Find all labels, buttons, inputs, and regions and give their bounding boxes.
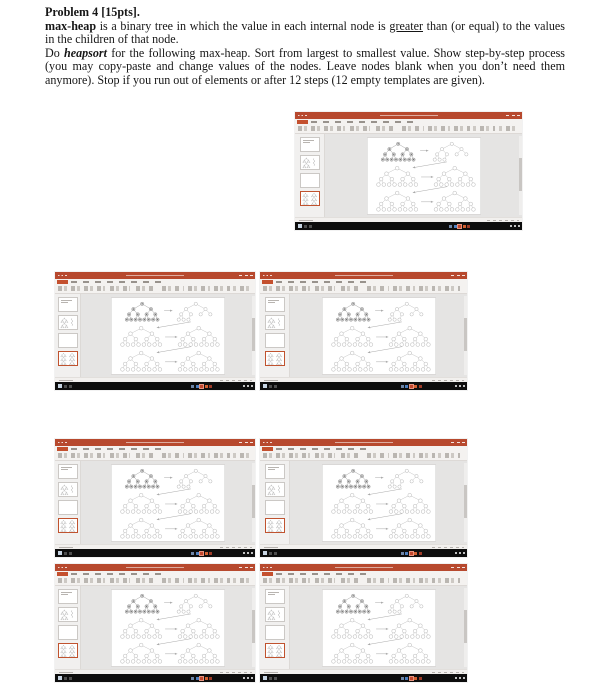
window-title (126, 442, 184, 444)
ribbon (55, 571, 255, 586)
ribbon-tabs (260, 571, 467, 577)
minimize-icon[interactable] (451, 442, 454, 444)
powerpoint-taskbar-icon[interactable] (200, 385, 203, 388)
file-tab[interactable] (262, 280, 273, 285)
problem-heading: Problem 4 [15pts]. (45, 5, 140, 19)
windows-taskbar[interactable] (55, 674, 255, 682)
quick-access-toolbar[interactable] (263, 442, 274, 444)
slide-thumbnail-panel[interactable] (55, 461, 81, 544)
start-button-icon[interactable] (263, 551, 267, 555)
slide-thumbnail-4-selected[interactable] (58, 643, 78, 658)
ribbon-tabs (55, 446, 255, 452)
powerpoint-window-6 (55, 564, 255, 682)
quick-access-toolbar[interactable] (298, 115, 309, 117)
vertical-scrollbar[interactable] (464, 588, 467, 667)
powerpoint-window-2 (55, 272, 255, 390)
taskbar-app-icon[interactable] (454, 225, 457, 228)
thumbnail-text-line (268, 467, 279, 468)
ribbon-toolbar-icons[interactable] (58, 453, 252, 458)
thumbnail-heap-templates-graphic (266, 519, 284, 532)
thumbnail-text-line (61, 302, 68, 303)
start-button-icon[interactable] (298, 224, 302, 228)
slide-number-indicator (299, 220, 313, 221)
ribbon-tabs (55, 279, 255, 285)
slide-thumbnail-panel[interactable] (260, 294, 290, 377)
quick-access-toolbar[interactable] (263, 275, 274, 277)
slide-thumbnail-4-selected[interactable] (58, 518, 78, 533)
minimize-icon[interactable] (239, 275, 242, 277)
taskbar-app-icon[interactable] (196, 677, 199, 680)
slide-thumbnail-2[interactable] (58, 315, 78, 330)
close-icon[interactable] (462, 442, 465, 444)
thumbnail-heap-templates-graphic (59, 644, 77, 657)
heap-template-diagram (322, 590, 435, 666)
taskbar-app-icon[interactable] (419, 552, 422, 555)
ribbon-tab-labels[interactable] (276, 573, 371, 575)
zoom-controls[interactable] (220, 380, 252, 381)
file-tab[interactable] (262, 447, 273, 452)
powerpoint-taskbar-icon[interactable] (458, 225, 461, 228)
slide-thumbnail-panel[interactable] (260, 586, 290, 669)
scrollbar-thumb[interactable] (252, 485, 255, 518)
maximize-icon[interactable] (457, 442, 460, 444)
slide-number-indicator (59, 380, 73, 381)
thumbnail-text-line (61, 300, 72, 301)
slide-canvas (290, 294, 467, 377)
term-heapsort: heapsort (63, 45, 107, 60)
vertical-scrollbar[interactable] (252, 588, 255, 667)
maximize-icon[interactable] (245, 275, 248, 277)
thumbnail-trees-graphic (266, 483, 284, 496)
window-titlebar[interactable] (55, 564, 255, 571)
slide-canvas (290, 461, 467, 544)
powerpoint-taskbar-icon[interactable] (200, 552, 203, 555)
taskbar-app-icon[interactable] (405, 385, 408, 388)
slide-thumbnail-4-selected[interactable] (265, 643, 285, 658)
slide-thumbnail-3[interactable] (58, 333, 78, 348)
ribbon (260, 279, 467, 294)
taskbar-app-icons[interactable] (191, 382, 212, 390)
windows-taskbar[interactable] (55, 549, 255, 557)
powerpoint-taskbar-icon[interactable] (410, 552, 413, 555)
window-body (260, 461, 467, 544)
slide-number-indicator (264, 672, 278, 673)
slide[interactable] (322, 465, 435, 541)
maximize-icon[interactable] (457, 567, 460, 569)
slide-thumbnail-4-selected[interactable] (58, 351, 78, 366)
file-tab[interactable] (262, 572, 273, 577)
window-controls (451, 439, 465, 446)
windows-taskbar[interactable] (260, 382, 467, 390)
slide-number-indicator (264, 380, 278, 381)
maximize-icon[interactable] (512, 115, 515, 117)
zoom-controls[interactable] (220, 672, 252, 673)
slide[interactable] (322, 298, 435, 374)
taskbar-app-icons[interactable] (191, 549, 212, 557)
close-icon[interactable] (517, 115, 520, 117)
window-body (55, 586, 255, 669)
minimize-icon[interactable] (239, 567, 242, 569)
powerpoint-window-1 (295, 112, 522, 230)
window-controls (451, 564, 465, 571)
ribbon (55, 279, 255, 294)
taskbar-app-icon[interactable] (419, 385, 422, 388)
taskbar-app-icons[interactable] (401, 382, 422, 390)
slide-thumbnail-1[interactable] (265, 464, 285, 479)
thumbnail-heap-templates-graphic (59, 519, 77, 532)
close-icon[interactable] (462, 275, 465, 277)
taskbar-taskview-icon[interactable] (69, 552, 72, 555)
thumbnail-text-line (303, 140, 314, 141)
taskbar-app-icon[interactable] (414, 385, 417, 388)
zoom-controls[interactable] (432, 672, 464, 673)
vertical-scrollbar[interactable] (519, 136, 522, 215)
system-tray[interactable] (510, 222, 521, 230)
window-title (335, 275, 393, 277)
minimize-icon[interactable] (506, 115, 509, 117)
file-tab[interactable] (57, 280, 68, 285)
taskbar-app-icon[interactable] (209, 552, 212, 555)
start-button-icon[interactable] (263, 384, 267, 388)
heap-template-diagram (112, 465, 225, 541)
taskbar-app-icon[interactable] (209, 385, 212, 388)
taskbar-app-icon[interactable] (196, 552, 199, 555)
slide[interactable] (112, 590, 225, 666)
start-button-icon[interactable] (263, 676, 267, 680)
window-title (380, 115, 438, 117)
scrollbar-thumb[interactable] (464, 610, 467, 643)
windows-taskbar[interactable] (295, 222, 522, 230)
system-tray[interactable] (455, 549, 466, 557)
slide[interactable] (322, 590, 435, 666)
slide-canvas (325, 134, 522, 217)
quick-access-toolbar[interactable] (58, 275, 69, 277)
taskbar-app-icon[interactable] (419, 677, 422, 680)
window-titlebar[interactable] (260, 272, 467, 279)
taskbar-taskview-icon[interactable] (274, 385, 277, 388)
taskbar-app-icons[interactable] (401, 549, 422, 557)
file-tab[interactable] (57, 572, 68, 577)
slide-thumbnail-panel[interactable] (295, 134, 325, 217)
taskbar-taskview-icon[interactable] (274, 677, 277, 680)
powerpoint-window-5 (260, 439, 467, 557)
scrollbar-thumb[interactable] (519, 158, 522, 191)
definition-paragraph: max-heap is a binary tree in which the value in each internal node is greater than (or equal) to the values in the children of that node. (45, 18, 566, 47)
taskbar-search-icon[interactable] (64, 552, 67, 555)
slide-thumbnail-3[interactable] (58, 625, 78, 640)
slide-thumbnail-2[interactable] (58, 607, 78, 622)
taskbar-search-icon[interactable] (304, 225, 307, 228)
system-tray[interactable] (455, 382, 466, 390)
taskbar-app-icon[interactable] (405, 552, 408, 555)
maximize-icon[interactable] (457, 275, 460, 277)
scrollbar-thumb[interactable] (464, 318, 467, 351)
slide-thumbnail-4-selected[interactable] (300, 191, 320, 206)
thumbnail-text-line (61, 467, 72, 468)
file-tab[interactable] (297, 120, 308, 125)
taskbar-search-icon[interactable] (64, 385, 67, 388)
taskbar-app-icon[interactable] (191, 552, 194, 555)
powerpoint-taskbar-icon[interactable] (410, 677, 413, 680)
window-controls (506, 112, 520, 119)
thumbnail-heap-templates-graphic (266, 644, 284, 657)
slide[interactable] (367, 138, 480, 214)
heap-template-diagram (112, 590, 225, 666)
taskbar-app-icon[interactable] (401, 552, 404, 555)
taskbar-app-icon[interactable] (414, 677, 417, 680)
ribbon-toolbar-icons[interactable] (58, 578, 252, 583)
ribbon-tabs (55, 571, 255, 577)
system-tray[interactable] (243, 549, 254, 557)
ribbon-tab-labels[interactable] (71, 448, 163, 450)
thumbnail-text-line (61, 594, 68, 595)
window-title (335, 442, 393, 444)
taskbar-app-icon[interactable] (449, 225, 452, 228)
taskbar-search-icon[interactable] (269, 552, 272, 555)
ribbon (55, 446, 255, 461)
ribbon-toolbar-icons[interactable] (263, 286, 464, 291)
window-titlebar[interactable] (260, 439, 467, 446)
thumbnail-text-line (268, 302, 275, 303)
ribbon-toolbar-icons[interactable] (263, 453, 464, 458)
vertical-scrollbar[interactable] (252, 463, 255, 542)
zoom-controls[interactable] (432, 380, 464, 381)
slide-canvas (81, 294, 255, 377)
taskbar-app-icons[interactable] (191, 674, 212, 682)
vertical-scrollbar[interactable] (252, 296, 255, 375)
powerpoint-window-4 (55, 439, 255, 557)
slide-canvas (81, 461, 255, 544)
window-titlebar[interactable] (55, 439, 255, 446)
taskbar-app-icons[interactable] (449, 222, 470, 230)
slide-thumbnail-3[interactable] (300, 173, 320, 188)
taskbar-app-icon[interactable] (205, 677, 208, 680)
slide[interactable] (112, 465, 225, 541)
slide-thumbnail-panel[interactable] (260, 461, 290, 544)
slide-thumbnail-3[interactable] (265, 625, 285, 640)
window-title (335, 567, 393, 569)
window-controls (239, 272, 253, 279)
taskbar-app-icon[interactable] (401, 385, 404, 388)
window-body (260, 294, 467, 377)
quick-access-toolbar[interactable] (58, 567, 69, 569)
minimize-icon[interactable] (451, 275, 454, 277)
windows-taskbar[interactable] (55, 382, 255, 390)
thumbnail-heap-templates-graphic (266, 352, 284, 365)
powerpoint-window-7 (260, 564, 467, 682)
thumbnail-text-line (303, 142, 310, 143)
ribbon (260, 571, 467, 586)
taskbar-taskview-icon[interactable] (69, 677, 72, 680)
vertical-scrollbar[interactable] (464, 296, 467, 375)
window-title (126, 567, 184, 569)
window-body (55, 294, 255, 377)
close-icon[interactable] (462, 567, 465, 569)
taskbar-app-icon[interactable] (191, 385, 194, 388)
taskbar-search-icon[interactable] (269, 677, 272, 680)
slide-thumbnail-2[interactable] (58, 482, 78, 497)
ribbon-tab-labels[interactable] (311, 121, 416, 123)
problem-statement (45, 6, 565, 88)
ribbon-tabs (295, 119, 522, 125)
ribbon-tab-labels[interactable] (71, 281, 163, 283)
underlined-greater: greater (389, 18, 423, 33)
taskbar-app-icon[interactable] (463, 225, 466, 228)
taskbar-taskview-icon[interactable] (274, 552, 277, 555)
zoom-controls[interactable] (220, 547, 252, 548)
slide-number-indicator (59, 547, 73, 548)
slide-thumbnail-3[interactable] (265, 333, 285, 348)
slide-thumbnail-panel[interactable] (55, 586, 81, 669)
window-body (260, 586, 467, 669)
taskbar-app-icon[interactable] (196, 385, 199, 388)
window-controls (239, 439, 253, 446)
close-icon[interactable] (250, 275, 253, 277)
powerpoint-taskbar-icon[interactable] (200, 677, 203, 680)
slide-thumbnail-3[interactable] (265, 500, 285, 515)
taskbar-app-icon[interactable] (401, 677, 404, 680)
taskbar-app-icon[interactable] (205, 385, 208, 388)
thumbnail-text-line (268, 469, 275, 470)
heap-template-diagram (322, 465, 435, 541)
ribbon-tab-labels[interactable] (276, 281, 371, 283)
slide-thumbnail-1[interactable] (265, 297, 285, 312)
close-icon[interactable] (250, 442, 253, 444)
window-titlebar[interactable] (260, 564, 467, 571)
taskbar-app-icons[interactable] (401, 674, 422, 682)
heap-template-diagram (322, 298, 435, 374)
maximize-icon[interactable] (245, 442, 248, 444)
slide-thumbnail-2[interactable] (265, 482, 285, 497)
start-button-icon[interactable] (58, 551, 62, 555)
close-icon[interactable] (250, 567, 253, 569)
thumbnail-heap-templates-graphic (301, 192, 319, 205)
taskbar-search-icon[interactable] (269, 385, 272, 388)
slide-thumbnail-1[interactable] (58, 589, 78, 604)
window-title (126, 275, 184, 277)
start-button-icon[interactable] (58, 384, 62, 388)
ribbon-tabs (260, 279, 467, 285)
vertical-scrollbar[interactable] (464, 463, 467, 542)
quick-access-toolbar[interactable] (263, 567, 274, 569)
ribbon-toolbar-icons[interactable] (58, 286, 252, 291)
slide-thumbnail-2[interactable] (265, 607, 285, 622)
thumbnail-text-line (268, 592, 279, 593)
maximize-icon[interactable] (245, 567, 248, 569)
system-tray[interactable] (243, 674, 254, 682)
taskbar-app-icon[interactable] (209, 677, 212, 680)
thumbnail-text-line (61, 592, 72, 593)
scrollbar-thumb[interactable] (464, 485, 467, 518)
instructions-paragraph: Do heapsort for the following max-heap. Sort from largest to smallest value. Show step-by-step process (you may copy-paste and change values of the nodes. Leave nodes blank when you don’t need them anymore). Stop if you run out of elements or after 12 steps (12 empty templates are given). (45, 45, 565, 87)
thumbnail-text-line (268, 594, 275, 595)
ribbon-toolbar-icons[interactable] (298, 126, 519, 131)
slide-thumbnail-3[interactable] (58, 500, 78, 515)
quick-access-toolbar[interactable] (58, 442, 69, 444)
taskbar-app-icon[interactable] (405, 677, 408, 680)
windows-taskbar[interactable] (260, 674, 467, 682)
ribbon-tab-labels[interactable] (71, 573, 163, 575)
thumbnail-text-line (268, 300, 279, 301)
slide-thumbnail-1[interactable] (58, 297, 78, 312)
slide-thumbnail-1[interactable] (265, 589, 285, 604)
powerpoint-window-3 (260, 272, 467, 390)
ribbon (260, 446, 467, 461)
slide[interactable] (112, 298, 225, 374)
slide-thumbnail-4-selected[interactable] (265, 518, 285, 533)
slide-thumbnail-panel[interactable] (55, 294, 81, 377)
ribbon-tabs (260, 446, 467, 452)
file-tab[interactable] (57, 447, 68, 452)
term-max-heap: max-heap (45, 18, 97, 33)
slide-canvas (290, 586, 467, 669)
thumbnail-text-line (61, 469, 68, 470)
zoom-controls[interactable] (487, 220, 519, 221)
scrollbar-thumb[interactable] (252, 610, 255, 643)
powerpoint-taskbar-icon[interactable] (410, 385, 413, 388)
thumbnail-trees-graphic (59, 483, 77, 496)
slide-number-indicator (264, 547, 278, 548)
window-controls (451, 272, 465, 279)
windows-taskbar[interactable] (260, 549, 467, 557)
taskbar-app-icon[interactable] (467, 225, 470, 228)
taskbar-app-icon[interactable] (205, 552, 208, 555)
thumbnail-trees-graphic (301, 156, 319, 169)
minimize-icon[interactable] (451, 567, 454, 569)
zoom-controls[interactable] (432, 547, 464, 548)
minimize-icon[interactable] (239, 442, 242, 444)
taskbar-taskview-icon[interactable] (69, 385, 72, 388)
thumbnail-trees-graphic (59, 316, 77, 329)
window-titlebar[interactable] (295, 112, 522, 119)
slide-thumbnail-2[interactable] (300, 155, 320, 170)
start-button-icon[interactable] (58, 676, 62, 680)
ribbon-toolbar-icons[interactable] (263, 578, 464, 583)
window-body (295, 134, 522, 217)
taskbar-app-icon[interactable] (191, 677, 194, 680)
slide-thumbnail-1[interactable] (58, 464, 78, 479)
slide-number-indicator (59, 672, 73, 673)
thumbnail-heap-templates-graphic (59, 352, 77, 365)
taskbar-search-icon[interactable] (64, 677, 67, 680)
taskbar-app-icon[interactable] (414, 552, 417, 555)
window-titlebar[interactable] (55, 272, 255, 279)
scrollbar-thumb[interactable] (252, 318, 255, 351)
heap-template-diagram (112, 298, 225, 374)
ribbon-tab-labels[interactable] (276, 448, 371, 450)
slide-thumbnail-4-selected[interactable] (265, 351, 285, 366)
system-tray[interactable] (455, 674, 466, 682)
thumbnail-trees-graphic (266, 316, 284, 329)
system-tray[interactable] (243, 382, 254, 390)
slide-canvas (81, 586, 255, 669)
ribbon (295, 119, 522, 134)
taskbar-taskview-icon[interactable] (309, 225, 312, 228)
heap-template-diagram (367, 138, 480, 214)
window-body (55, 461, 255, 544)
window-controls (239, 564, 253, 571)
thumbnail-trees-graphic (266, 608, 284, 621)
slide-thumbnail-1[interactable] (300, 137, 320, 152)
slide-thumbnail-2[interactable] (265, 315, 285, 330)
thumbnail-trees-graphic (59, 608, 77, 621)
